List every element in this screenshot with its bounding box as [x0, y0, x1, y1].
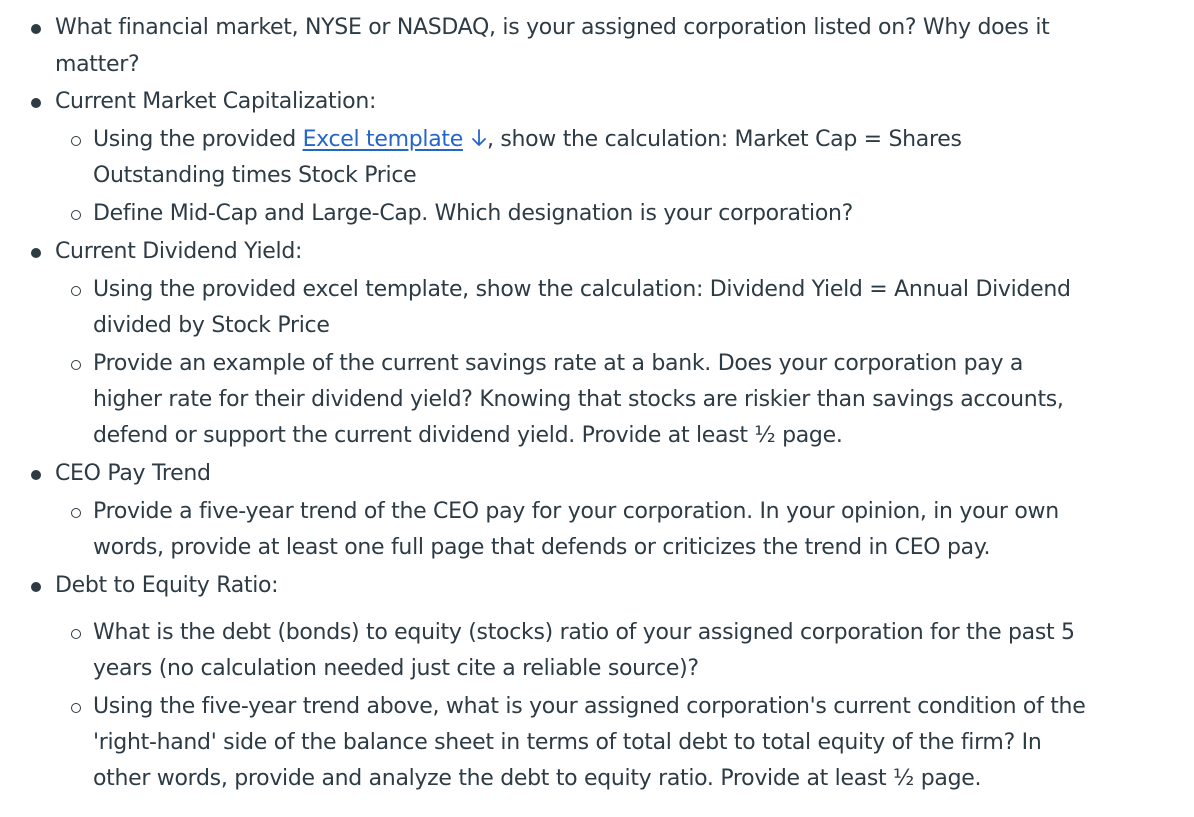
bullet-circle: [71, 703, 81, 713]
subitem-market-cap-calc-line-2: Outstanding times Stock Price: [93, 163, 417, 188]
item-market-cap-heading: Current Market Capitalization:: [55, 89, 377, 114]
bullet-circle: [71, 508, 81, 518]
bullet-disc: [31, 24, 41, 34]
subitem-debt-equity-analysis-line-3: other words, provide and analyze the debt to equity ratio. Provide at least ½ page.: [93, 766, 982, 791]
item-market-question-line-2: matter?: [55, 52, 140, 77]
download-arrow-icon[interactable]: [471, 125, 487, 161]
subitem-debt-equity-analysis-line-2: 'right-hand' side of the balance sheet in terms of total debt to total equity of the firm? In: [93, 730, 1042, 755]
subitem-ceo-pay-line-2: words, provide at least one full page that defends or criticizes the trend in CEO pay.: [93, 535, 991, 560]
item-dividend-yield-heading: Current Dividend Yield:: [55, 239, 303, 264]
subitem-debt-equity-analysis-line-1: Using the five-year trend above, what is your assigned corporation's current condition of the: [93, 694, 1086, 719]
subitem-debt-equity-source-line-2: years (no calculation needed just cite a reliable source)?: [93, 656, 699, 681]
subitem-dividend-calc-line-1: Using the provided excel template, show the calculation: Dividend Yield = Annual Dividend: [93, 277, 1071, 302]
excel-template-link[interactable]: Excel template: [302, 127, 463, 152]
bullet-circle: [71, 210, 81, 220]
bullet-circle: [71, 629, 81, 639]
bullet-disc: [31, 470, 41, 480]
item-debt-equity-heading: Debt to Equity Ratio:: [55, 573, 279, 598]
subitem-savings-rate-line-1: Provide an example of the current savings rate at a bank. Does your corporation pay a: [93, 351, 1024, 376]
subitem-savings-rate-line-2: higher rate for their dividend yield? Knowing that stocks are riskier than savings accounts,: [93, 387, 1064, 412]
bullet-disc: [31, 582, 41, 592]
bullet-disc: [31, 248, 41, 258]
item-market-question-line-1: What financial market, NYSE or NASDAQ, is your assigned corporation listed on? Why does it: [55, 15, 1050, 40]
subitem-after-link-text: , show the calculation: Market Cap = Shares: [486, 127, 962, 152]
subitem-savings-rate-line-3: defend or support the current dividend yield. Provide at least ½ page.: [93, 423, 843, 448]
subitem-dividend-calc-line-2: divided by Stock Price: [93, 313, 330, 338]
bullet-circle: [71, 360, 81, 370]
bullet-disc: [31, 98, 41, 108]
subitem-ceo-pay-line-1: Provide a five-year trend of the CEO pay for your corporation. In your opinion, in your own: [93, 499, 1059, 524]
item-ceo-pay-heading: CEO Pay Trend: [55, 461, 211, 486]
subitem-prefix-text: Using the provided: [93, 127, 303, 152]
bullet-circle: [71, 136, 81, 146]
subitem-debt-equity-source-line-1: What is the debt (bonds) to equity (stocks) ratio of your assigned corporation for the past 5: [93, 620, 1075, 645]
subitem-cap-definition: Define Mid-Cap and Large-Cap. Which designation is your corporation?: [93, 201, 854, 226]
bullet-circle: [71, 286, 81, 296]
subitem-market-cap-calc-line-1: [93, 122, 962, 161]
